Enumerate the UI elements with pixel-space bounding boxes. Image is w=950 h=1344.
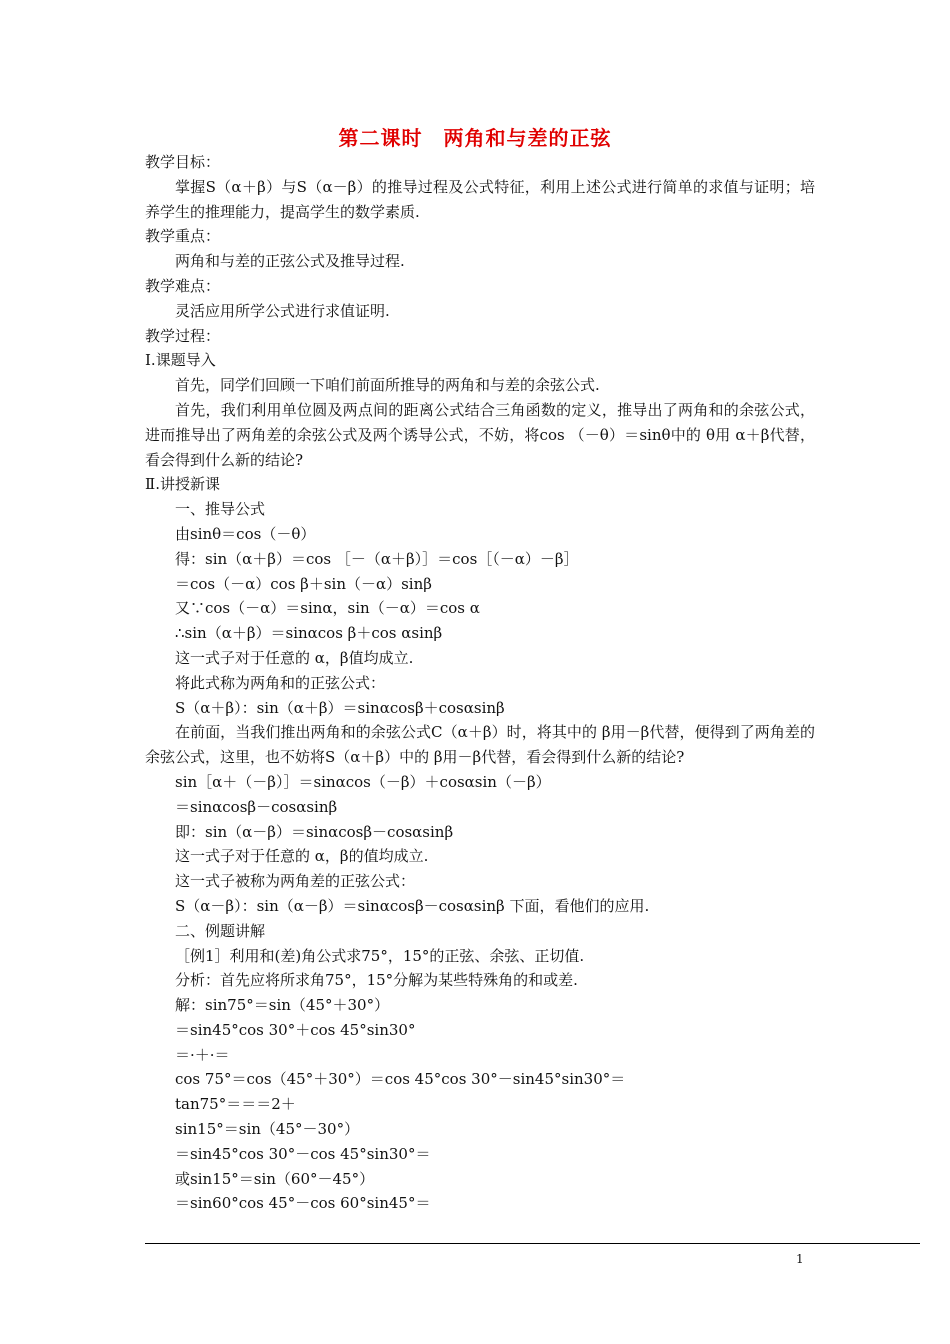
text-line: 将此式称为两角和的正弦公式： bbox=[175, 673, 386, 692]
text-line: 教学过程： bbox=[145, 326, 221, 345]
section-heading: Ⅱ.讲授新课 bbox=[145, 475, 220, 494]
formula-line: ＝·＋·＝ bbox=[175, 1045, 230, 1064]
formula-line: tan75°＝＝＝2＋ bbox=[175, 1095, 296, 1114]
formula-line: ＝cos（－α）cos β＋sin（－α）sinβ bbox=[175, 574, 432, 593]
formula-line: S（α－β）：sin（α－β）＝sinαcosβ－cosαsinβ 下面，看他们的应用. bbox=[175, 896, 650, 915]
text-line: ［例1］利用和(差)角公式求75°，15°的正弦、余弦、正切值. bbox=[175, 946, 585, 965]
formula-line: ∴sin（α＋β）＝sinαcos β＋cos αsinβ bbox=[175, 624, 443, 643]
section-heading: Ⅰ.课题导入 bbox=[145, 351, 216, 370]
text-line: 这一式子对于任意的 α，β的值均成立. bbox=[175, 847, 429, 866]
text-line: 教学重点： bbox=[145, 227, 221, 246]
text-line: 这一式子被称为两角差的正弦公式： bbox=[175, 872, 416, 891]
document-body bbox=[145, 150, 815, 1216]
text-line: 两角和与差的正弦公式及推导过程. bbox=[175, 252, 405, 271]
formula-line: 或sin15°＝sin（60°－45°） bbox=[175, 1169, 375, 1188]
formula-line: ＝sin45°cos 30°＋cos 45°sin30° bbox=[175, 1020, 416, 1039]
formula-line: 解：sin75°＝sin（45°＋30°） bbox=[175, 996, 390, 1015]
formula-line: sin15°＝sin（45°－30°） bbox=[175, 1120, 360, 1139]
subsection-heading: 二、例题讲解 bbox=[175, 921, 266, 940]
formula-line: ＝sin60°cos 45°－cos 60°sin45°＝ bbox=[175, 1194, 431, 1213]
text-line: 教学难点： bbox=[145, 276, 221, 295]
text-line: 这一式子对于任意的 α，β值均成立. bbox=[175, 648, 414, 667]
subsection-heading: 一、推导公式 bbox=[175, 500, 266, 519]
formula-line: 即：sin（α－β）＝sinαcosβ－cosαsinβ bbox=[175, 822, 454, 841]
text-line: 灵活应用所学公式进行求值证明. bbox=[175, 301, 390, 320]
footer-divider bbox=[145, 1243, 920, 1244]
formula-line: 由sinθ＝cos（－θ） bbox=[175, 524, 316, 543]
text-line: 首先，同学们回顾一下咱们前面所推导的两角和与差的余弦公式. bbox=[175, 376, 600, 395]
formula-line: 又∵cos（－α）＝sinα，sin（－α）＝cos α bbox=[175, 599, 480, 618]
formula-line: S（α＋β）：sin（α＋β）＝sinαcosβ＋cosαsinβ bbox=[175, 698, 505, 717]
text-paragraph: 掌握S（α＋β）与S（α－β）的推导过程及公式特征，利用上述公式进行简单的求值与证明；培养学生的推理能力，提高学生的数学素质. bbox=[145, 177, 815, 221]
text-paragraph: 在前面，当我们推出两角和的余弦公式C（α＋β）时，将其中的 β用－β代替，便得到了两角差的余弦公式，这里，也不妨将S（α＋β）中的 β用－β代替，看会得到什么新的结论? bbox=[145, 723, 815, 767]
formula-line: ＝sinαcosβ－cosαsinβ bbox=[175, 797, 338, 816]
text-paragraph: 首先，我们利用单位圆及两点间的距离公式结合三角函数的定义，推导出了两角和的余弦公式，进而推导出了两角差的余弦公式及两个诱导公式，不妨，将cos （－θ）＝sinθ中的 θ用 α＋β代替，看会得到什么新的结论? bbox=[145, 400, 815, 469]
page-number: 1 bbox=[796, 1252, 804, 1266]
page-title: 第二课时 两角和与差的正弦 bbox=[338, 126, 612, 150]
formula-line: 得：sin（α＋β）＝cos ［－（α＋β）］＝cos［（－α）－β］ bbox=[175, 549, 579, 568]
text-line: 分析：首先应将所求角75°，15°分解为某些特殊角的和或差. bbox=[175, 971, 578, 990]
formula-line: ＝sin45°cos 30°－cos 45°sin30°＝ bbox=[175, 1144, 431, 1163]
formula-line: cos 75°＝cos（45°＋30°）＝cos 45°cos 30°－sin45°sin30°＝ bbox=[175, 1070, 626, 1089]
text-line: 教学目标： bbox=[145, 153, 221, 171]
formula-line: sin［α＋（－β）］＝sinαcos（－β）＋cosαsin（－β） bbox=[175, 772, 551, 791]
